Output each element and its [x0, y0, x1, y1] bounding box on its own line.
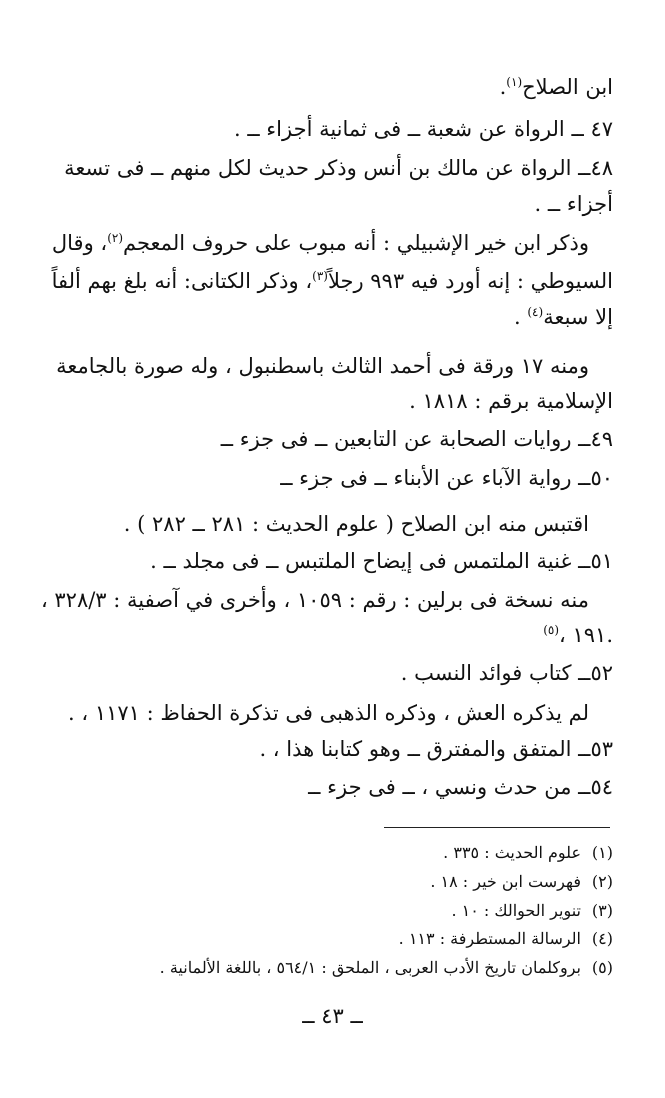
text-line: اقتبس منه ابن الصلاح ( علوم الحديث : ٢٨١ ــ ٢٨٢ ) .	[123, 512, 589, 536]
footnote-ref: (٣)	[312, 269, 328, 283]
text-line: لم يذكره العش ، وذكره الذهبى فى تذكرة الحفاظ : ١١٧١ ، .	[68, 701, 589, 725]
footnote: (٢)فهرست ابن خير : ١٨ .	[430, 872, 613, 891]
entry-48: ٤٨ــ الرواة عن مالك بن أنس وذكر حديث لكل منهم ــ فى تسعة	[64, 156, 613, 180]
text-line: ابن الصلاح$^{(١)}$.	[499, 75, 613, 99]
footnote-ref: (٥)	[543, 623, 560, 637]
entry-47: ٤٧ ــ الرواة عن شعبة ــ فى ثمانية أجزاء ــ .	[233, 117, 613, 141]
entry-54: ٥٤ــ من حدث ونسي ، ــ فى جزء ــ	[308, 775, 613, 799]
footnote: (١)علوم الحديث : ٣٣٥ .	[443, 843, 613, 862]
text-line: ١٩١ ،$^{(٥)}$ .	[543, 623, 613, 647]
text-line: ومنه ١٧ ورقة فى أحمد الثالث باسطنبول ، وله صورة بالجامعة	[56, 354, 589, 378]
entry-51: ٥١ــ غنية الملتمس فى إيضاح الملتبس ــ فى مجلد ــ .	[150, 549, 613, 573]
footnote-ref: (٢)	[107, 231, 124, 245]
entry-49: ٤٩ــ روايات الصحابة عن التابعين ــ فى جزء ــ	[220, 427, 613, 451]
footnote-divider	[384, 827, 610, 828]
text-line: الإسلامية برقم : ١٨١٨ .	[409, 389, 613, 413]
text-line: أجزاء ــ .	[534, 192, 613, 216]
footnote: (٤)الرسالة المستطرفة : ١١٣ .	[398, 929, 613, 948]
entry-50: ٥٠ــ رواية الآباء عن الأبناء ــ فى جزء ــ	[280, 466, 613, 490]
text-line: إلا سبعة$^{(٤)}$ .	[514, 305, 613, 329]
text-line: منه نسخة فى برلين : رقم : ١٠٥٩ ، وأخرى في آصفية : ٣٢٨/٣ ،	[40, 588, 589, 612]
footnote-ref: (١)	[506, 75, 523, 89]
entry-53: ٥٣ــ المتفق والمفترق ــ وهو كتابنا هذا ، .	[259, 737, 613, 761]
page-number: ــ ٤٣ ــ	[302, 1004, 363, 1028]
text-line: السيوطي : إنه أورد فيه ٩٩٣ رجلاً$^{(٣)}$، وذكر الكتانى: أنه بلغ بهم ألفاً	[51, 269, 613, 293]
entry-52: ٥٢ــ كتاب فوائد النسب .	[400, 661, 613, 685]
footnote: (٥)بروكلمان تاريخ الأدب العربى ، الملحق : ٥٦٤/١ ، باللغة الألمانية .	[159, 958, 613, 977]
footnote: (٣)تنوير الحوالك : ١٠ .	[451, 901, 613, 920]
footnote-ref: (٤)	[527, 305, 544, 319]
text-line: وذكر ابن خير الإشبيلي : أنه مبوب على حروف المعجم$^{(٢)}$، وقال	[51, 231, 589, 255]
